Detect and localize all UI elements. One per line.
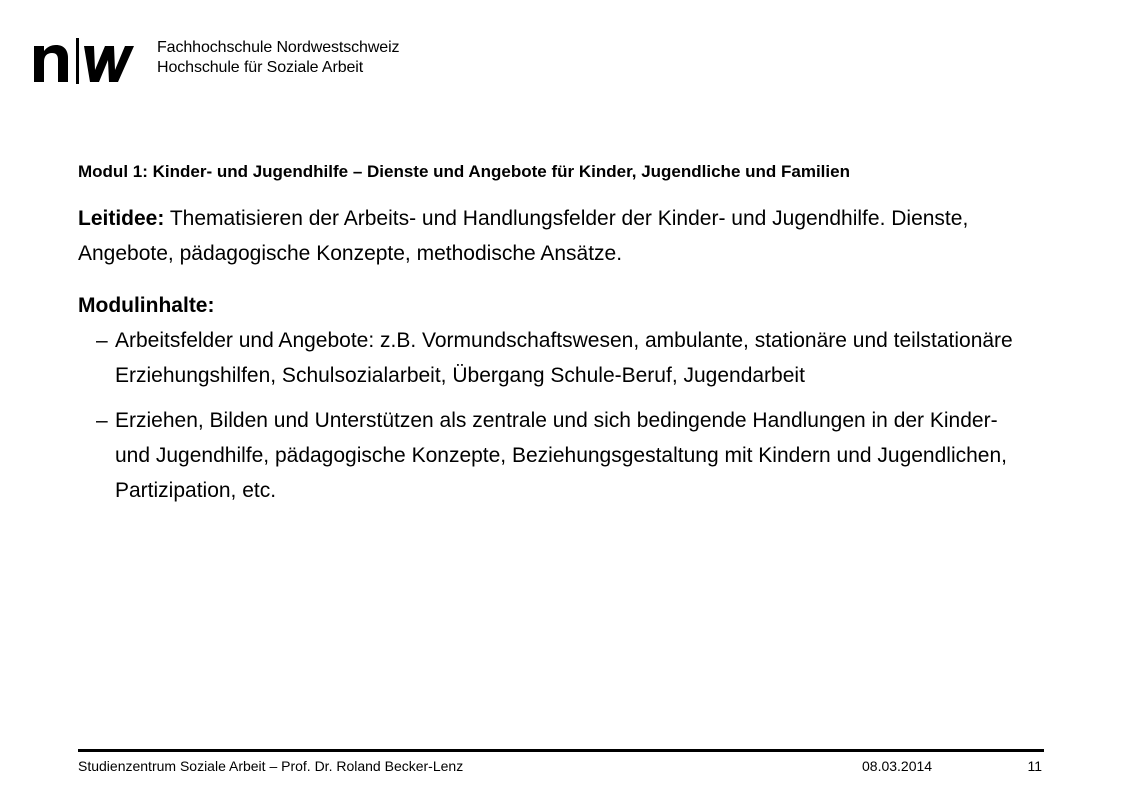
- list-item: [78, 323, 1038, 393]
- institution-line-1: Fachhochschule Nordwestschweiz: [157, 39, 400, 56]
- list-item-text: Erziehen, Bilden und Unterstützen als zentrale und sich bedingende Handlungen in der Kinder- und Jugendhilfe, pädagogische Konzepte, Beziehungsgestaltung mit Kindern und Jugendlichen, Partizipation, etc.: [115, 409, 1007, 502]
- page-number: 11: [1027, 758, 1042, 774]
- footer-date: 08.03.2014: [862, 758, 933, 774]
- leitidee-paragraph: [78, 201, 1038, 271]
- leitidee-text: Thematisieren der Arbeits- und Handlungsfelder der Kinder- und Jugendhilfe. Dienste, Angebote, pädagogische Konzepte, methodische Ansätze.: [78, 207, 969, 265]
- logo-divider: [76, 38, 79, 84]
- slide-content: [78, 158, 1038, 518]
- list-item-text: Arbeitsfelder und Angebote: z.B. Vormundschaftswesen, ambulante, stationäre und teilstationäre Erziehungshilfen, Schulsozialarbeit, Übergang Schule-Beruf, Jugendarbeit: [115, 329, 1013, 387]
- bullet-dash: –: [96, 329, 108, 352]
- section-heading: Modulinhalte:: [78, 294, 215, 317]
- nw-logo-mark: [32, 32, 142, 86]
- leitidee-label: Leitidee:: [78, 207, 165, 230]
- module-title: Modul 1: Kinder- und Jugendhilfe – Dienste und Angebote für Kinder, Jugendliche und Familien: [78, 162, 850, 181]
- footer-presenter: Studienzentrum Soziale Arbeit – Prof. Dr. Roland Becker-Lenz: [78, 758, 464, 774]
- institution-name: [157, 38, 399, 78]
- footer-divider: [78, 749, 1044, 752]
- institution-line-2: Hochschule für Soziale Arbeit: [157, 59, 364, 76]
- list-item: [78, 403, 1038, 508]
- institution-logo: [32, 32, 412, 86]
- bullet-dash: –: [96, 409, 108, 432]
- module-content-list: [78, 323, 1038, 508]
